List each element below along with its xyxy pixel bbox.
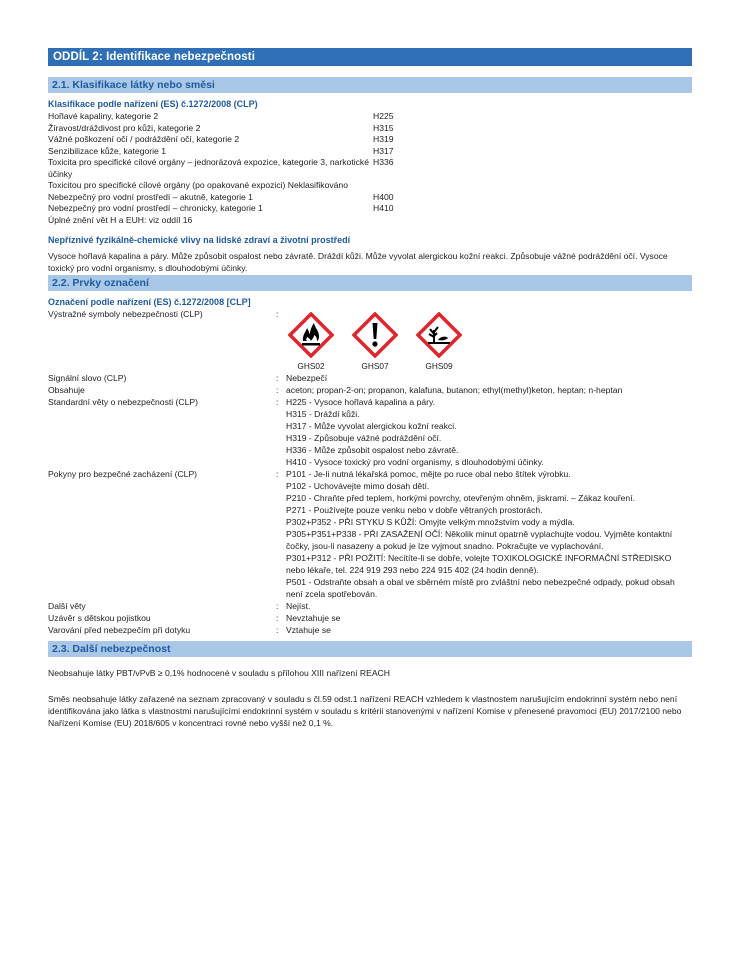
child-closure-row: Uzávěr s dětskou pojistkou : Nevztahuje se bbox=[48, 613, 341, 623]
precautionary-statement: P101 - Je-li nutná lékařská pomoc, mějte po ruce obal nebo štítek výrobku. bbox=[286, 469, 571, 479]
other-phrases-row: Další věty : Nejíst. bbox=[48, 601, 311, 611]
hazard-statement: H319 - Způsobuje vážné podráždění očí. bbox=[286, 433, 442, 443]
exclamation-mark-icon bbox=[352, 312, 398, 358]
precautionary-statement: P305+P351+P338 - PŘI ZASAŽENÍ OČÍ: Několik minut opatrně vyplachujte vodou. Vyjměte kontaktní čočky, jsou-li nasazeny a pokud je lze vyjmout snadno. Pokračujte ve vyplachování. bbox=[286, 529, 673, 551]
signal-word-row: Signální slovo (CLP) : Nebezpečí bbox=[48, 373, 328, 383]
clp-label-heading: Označení podle nařízení (ES) č.1272/2008 [CLP] bbox=[48, 297, 251, 307]
environment-icon bbox=[416, 312, 462, 358]
sds-section-2 bbox=[48, 48, 692, 729]
hazard-statements-row: Standardní věty o nebezpečnosti (CLP) : H225 - Vysoce hořlavá kapalina a páry. H315 - Dráždí kůži. H317 - Může vyvolat alergickou kožní reakci. H319 - Způsobuje vážné podráždění očí. H336 - Může způsobit ospalost nebo závratě. H410 - Vysoce toxický pro vodní organismy, s dlouhodobými účinky. bbox=[48, 396, 692, 468]
classification-row: Senzibilizace kůže, kategorie 1 H317 bbox=[48, 145, 394, 156]
pictograms-row: Výstražné symboly nebezpečnosti (CLP) : GHS02 GHS07 GHS09 bbox=[48, 308, 692, 372]
hazard-statement: H315 - Dráždí kůži. bbox=[286, 409, 360, 419]
pbt-statement: Neobsahuje látky PBT/vPvB ≥ 0,1% hodnocené v souladu s přílohou XIII nařízení REACH bbox=[48, 668, 390, 678]
precautionary-statements-row: Pokyny pro bezpečné zacházení (CLP) : P101 - Je-li nutná lékařská pomoc, mějte po ruce obal nebo štítek výrobku. P102 - Uchovávejte mimo dosah dětí. P210 - Chraňte před teplem, horkými povrchy, otevřeným ohněm, jiskrami. – Zákaz kouření. P271 - Používejte pouze venku nebo v dobře větraných prostorách. P302+P352 - PŘI STYKU S KŮŽÍ: Omyjte velkým množstvím vody a mýdla. P305+P351+P338 - PŘI ZASAŽENÍ OČÍ: Několik minut opatrně vyplachujte vodou. Vyjměte kontaktní čočky, jsou-li nasazeny a pokud je lze vyjmout snadno. Pokračujte ve vyplachování. P301+P312 - PŘI POŽITÍ: Necítíte-li se dobře, volejte TOXIKOLOGICKÉ INFORMAČNÍ STŘEDISKO nebo lékaře, tel. 224 919 293 nebo 224 915 402 (24 hodin denně). P501 - Odstraňte obsah a obal ve sběrném místě pro zvláštní nebo nebezpečné odpady, pokud obsah není zcela spotřebován. bbox=[48, 468, 692, 600]
classification-row: Nebezpečný pro vodní prostředí – akutně, kategorie 1 H400 bbox=[48, 191, 394, 202]
precautionary-statement: P102 - Uchovávejte mimo dosah dětí. bbox=[286, 481, 430, 491]
full-text-note: Úplné znění vět H a EUH: viz oddíl 16 bbox=[48, 214, 193, 225]
classification-row: Hořlavé kapaliny, kategorie 2 H225 bbox=[48, 111, 394, 121]
precautionary-statement: P501 - Odstraňte obsah a obal ve sběrném místě pro zvláštní nebo nebezpečné odpady, pokud obsah není zcela spotřebován. bbox=[286, 577, 675, 599]
precautionary-statement: P302+P352 - PŘI STYKU S KŮŽÍ: Omyjte velkým množstvím vody a mýdla. bbox=[286, 517, 575, 527]
classification-list bbox=[48, 111, 692, 226]
precautionary-statement: P210 - Chraňte před teplem, horkými povrchy, otevřeným ohněm, jiskrami. – Zákaz kouření. bbox=[286, 493, 635, 503]
subsection-2-2-title: 2.2. Prvky označení bbox=[48, 275, 692, 291]
classification-row: Vážné poškození očí / podráždění očí, kategorie 2 H319 bbox=[48, 134, 394, 144]
precautionary-statement: P271 - Používejte pouze venku nebo v dobře větraných prostorách. bbox=[286, 505, 543, 515]
endocrine-statement: Směs neobsahuje látky zařazené na seznam zpracovaný v souladu s čl.59 odst.1 nařízení REACH vzhledem k vlastnostem narušujícím endokrinní systém nebo není identifikována jako látka s vlastnostmi narušujícími endokrinní systém v souladu s kritérii stanovenými v nařízení Komise v přenesené pravomoci (EU) 2017/2100 nebo Nařízení Komise (EU) 2018/605 v koncentraci rovné nebo vyšší než 0,1 %. bbox=[48, 694, 682, 728]
flame-icon bbox=[288, 312, 334, 358]
subsection-2-1-title: 2.1. Klasifikace látky nebo směsi bbox=[48, 77, 692, 93]
classification-row: Toxicitou pro specifické cílové orgány (po opakované expozici) Neklasifikováno bbox=[48, 180, 348, 190]
classification-row: Žíravost/dráždivost pro kůži, kategorie 2 H315 bbox=[48, 122, 394, 133]
contains-row: Obsahuje : aceton; propan-2-on; propanon, kalafuna, butanon; ethyl(methyl)keton, heptan; n-heptan bbox=[48, 385, 623, 395]
pictogram-ghs07: GHS07 bbox=[350, 312, 400, 372]
adverse-effects-heading: Nepříznivé fyzikálně-chemické vlivy na lidské zdraví a životní prostředí bbox=[48, 235, 351, 245]
section-title: ODDÍL 2: Identifikace nebezpečnosti bbox=[48, 48, 692, 66]
hazard-statement: H317 - Může vyvolat alergickou kožní reakci. bbox=[286, 421, 457, 431]
hazard-statement: H336 - Může způsobit ospalost nebo závratě. bbox=[286, 445, 459, 455]
hazard-statement: H410 - Vysoce toxický pro vodní organismy, s dlouhodobými účinky. bbox=[286, 457, 544, 467]
clp-classification-heading: Klasifikace podle nařízení (ES) č.1272/2008 (CLP) bbox=[48, 99, 258, 109]
adverse-effects-text: Vysoce hořlavá kapalina a páry. Může způsobit ospalost nebo závratě. Dráždí kůži. Může vyvolat alergickou kožní reakci. Způsobuje vážné podráždění očí. Vysoce toxický pro vodní organismy, s dlouhodobými účinky. bbox=[48, 251, 668, 273]
precautionary-statement: P301+P312 - PŘI POŽITÍ: Necítíte-li se dobře, volejte TOXIKOLOGICKÉ INFORMAČNÍ STŘEDISKO nebo lékaře, tel. 224 919 293 nebo 224 915 402 (24 hodin denně). bbox=[286, 553, 672, 575]
classification-row: Toxicita pro specifické cílové orgány – jednorázová expozice, kategorie 3, narkotické účinky H336 bbox=[48, 157, 394, 179]
hazard-statement: H225 - Vysoce hořlavá kapalina a páry. bbox=[286, 397, 436, 407]
tactile-warning-row: Varování před nebezpečím při dotyku : Vztahuje se bbox=[48, 625, 331, 635]
subsection-2-3-title: 2.3. Další nebezpečnost bbox=[48, 641, 692, 657]
classification-row: Nebezpečný pro vodní prostředí – chronicky, kategorie 1 H410 bbox=[48, 203, 394, 213]
pictogram-ghs09: GHS09 bbox=[414, 312, 464, 372]
pictogram-ghs02: GHS02 bbox=[286, 312, 336, 372]
